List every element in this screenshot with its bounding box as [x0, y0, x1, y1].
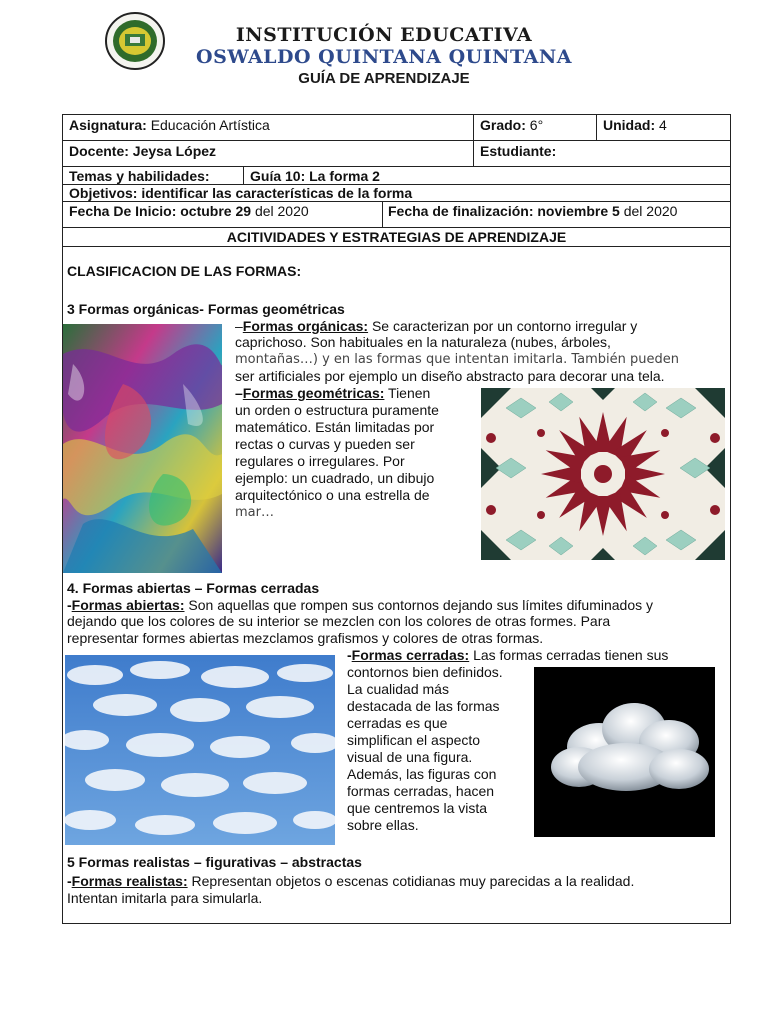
start-date-label: Fecha De Inicio: octubre 29 [69, 203, 252, 219]
geometric-para-line [235, 385, 430, 402]
subject-field [69, 116, 270, 134]
start-date [69, 202, 309, 220]
unit-label: Unidad: [603, 117, 656, 133]
organic-para-line: caprichoso. Son habituales en la naturaleza (nubes, árboles, [235, 334, 611, 350]
geometric-para-line: arquitectónico o una estrella de [235, 487, 430, 503]
student-field[interactable]: Estudiante: [480, 143, 557, 159]
end-date-year: del 2020 [619, 203, 678, 219]
geometric-para-line: un orden o estructura puramente [235, 402, 439, 418]
realistic-forms-text: Representan objetos o escenas cotidianas muy parecidas a la realidad. [187, 873, 635, 889]
grade-label: Grado: [480, 117, 526, 133]
organic-dash: – [235, 318, 243, 334]
geometric-para-line: ejemplo: un cuadrado, un dibujo [235, 470, 435, 486]
closed-forms-term: Formas cerradas: [351, 647, 470, 663]
teacher-field: Docente: Jeysa López [69, 143, 217, 159]
closed-forms-para-line: que centremos la vista [347, 800, 488, 816]
realistic-forms-para-line [67, 873, 634, 890]
realistic-forms-para-line: Intentan imitarla para simularla. [67, 890, 263, 906]
start-date-year: del 2020 [251, 203, 309, 219]
sky-clouds-image [65, 655, 335, 845]
organic-para-line: ser artificiales por ejemplo un diseño abstracto para decorar una tela. [235, 368, 665, 384]
closed-forms-para-line: cerradas es que [347, 715, 448, 731]
section-title: ACITIVIDADES Y ESTRATEGIAS DE APRENDIZAJE [226, 229, 567, 245]
organic-text: Se caracterizan por un contorno irregular y [368, 318, 638, 334]
col-divider [473, 114, 474, 166]
closed-forms-text: Las formas cerradas tienen sus [469, 647, 669, 663]
closed-forms-para-line [347, 647, 668, 664]
geometric-term: Formas geométricas: [242, 385, 385, 401]
row-divider [62, 140, 731, 141]
unit-value: 4 [659, 117, 667, 133]
col-divider [382, 201, 383, 227]
guide-number: Guía 10: La forma 2 [250, 168, 380, 184]
open-forms-dash: - [67, 597, 72, 613]
geometric-para-line: rectas o curvas y pueden ser [235, 436, 415, 452]
geometric-dash: – [235, 385, 243, 401]
closed-forms-para-line: La cualidad más [347, 681, 449, 697]
unit-field [603, 116, 667, 134]
organic-abstract-image [63, 324, 222, 573]
geometric-para-line: regulares o irregulares. Por [235, 453, 405, 469]
classification-heading: CLASIFICACION DE LAS FORMAS: [67, 263, 302, 279]
realistic-forms-term: Formas realistas: [71, 873, 188, 889]
closed-forms-para-line: destacada de las formas [347, 698, 500, 714]
closed-forms-para-line: simplifican el aspecto [347, 732, 481, 748]
row-divider [62, 246, 731, 247]
grade-field [480, 116, 543, 134]
objectives: Objetivos: identificar las características de la forma [69, 185, 413, 201]
subject-label: Asignatura: [69, 117, 147, 133]
closed-forms-para-line: contornos bien definidos. [347, 664, 503, 680]
open-forms-para-line: dejando que los colores de su interior se mezclen con los colores de otras formes. Para [67, 613, 611, 629]
section-4-heading: 4. Formas abiertas – Formas cerradas [67, 580, 320, 596]
organic-para-line: montañas…) y en las formas que intentan imitarla. También pueden [235, 352, 679, 367]
open-forms-para-line: representar formes abiertas mezclamos grafismos y colores de otras formas. [67, 630, 544, 646]
organic-para-line [235, 318, 637, 335]
section-3-heading: 3 Formas orgánicas- Formas geométricas [67, 301, 345, 317]
realistic-forms-dash: - [67, 873, 72, 889]
geometric-para-line: mar… [235, 505, 274, 520]
closed-forms-dash: - [347, 647, 352, 663]
closed-forms-para-line: formas cerradas, hacen [347, 783, 495, 799]
geometric-para-line: matemático. Están limitadas por [235, 419, 435, 435]
col-divider [243, 166, 244, 184]
section-5-heading: 5 Formas realistas – figurativas – abstractas [67, 854, 362, 870]
closed-forms-para-line: sobre ellas. [347, 817, 419, 833]
institution-name: INSTITUCIÓN EDUCATIVA [235, 24, 533, 46]
end-date-label: Fecha de finalización: noviembre 5 [388, 203, 620, 219]
cloud-image [534, 667, 715, 837]
grade-value: 6° [529, 117, 544, 133]
geometric-tile-image [481, 388, 725, 560]
open-forms-para-line [67, 597, 653, 614]
open-forms-term: Formas abiertas: [71, 597, 185, 613]
subject-value: Educación Artística [150, 117, 270, 133]
open-forms-text: Son aquellas que rompen sus contornos dejando sus límites difuminados y [184, 597, 653, 613]
col-divider [596, 114, 597, 140]
closed-forms-para-line: visual de una figura. [347, 749, 473, 765]
geometric-text: Tienen [384, 385, 431, 401]
closed-forms-para-line: Además, las figuras con [347, 766, 497, 782]
organic-term: Formas orgánicas: [242, 318, 369, 334]
guide-type-title: GUÍA DE APRENDIZAJE [298, 70, 470, 87]
institution-school-name: OSWALDO QUINTANA QUINTANA [196, 46, 572, 68]
topics-label: Temas y habilidades: [69, 168, 210, 184]
end-date [388, 202, 677, 220]
